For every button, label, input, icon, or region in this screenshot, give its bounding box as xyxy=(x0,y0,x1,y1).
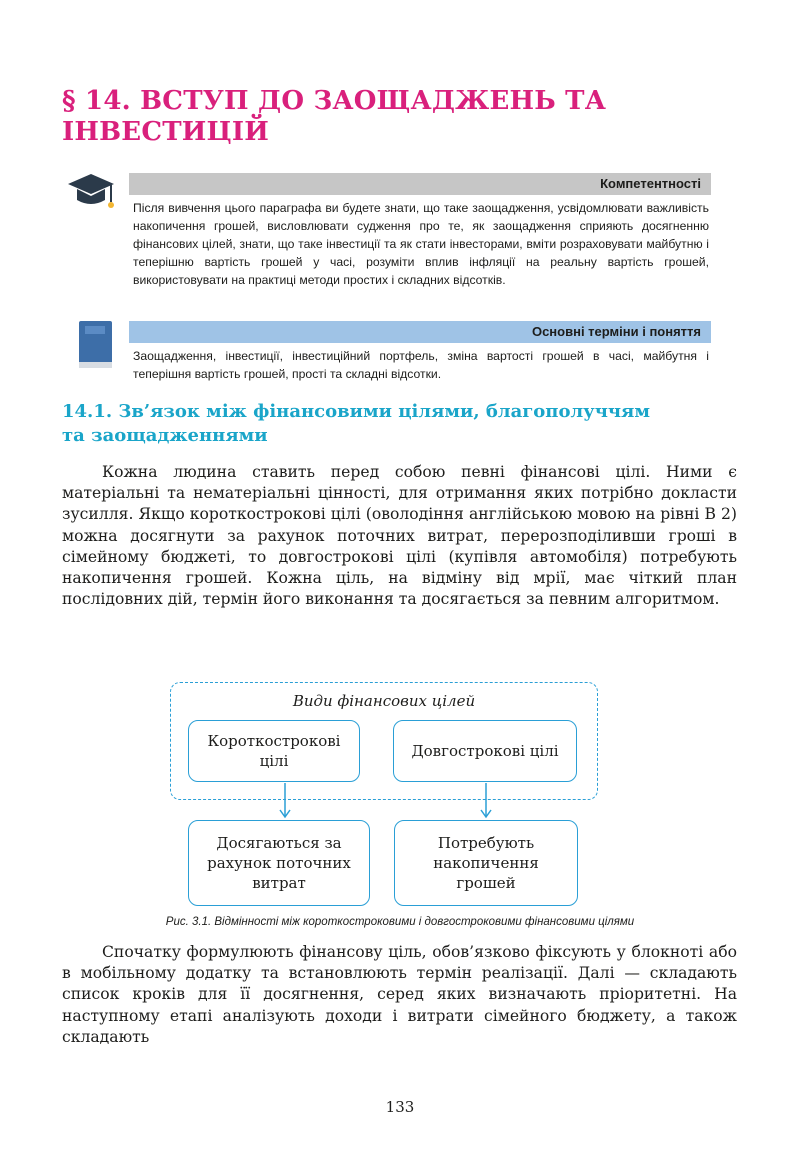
chapter-title xyxy=(62,86,742,148)
page-number: 133 xyxy=(385,1098,415,1116)
paragraph-1: Кожна людина ставить перед собою певні фінансові цілі. Ними є матеріальні та нематеріальні цінності, для отримання яких потрібно докласти зусилля. Якщо короткострокові цілі (оволодіння англійською мовою на рівні В 2) можна досягнути за рахунок поточних витрат, перерозподіливши гроші в сімейному бюджеті, то довгострокові цілі (купівля автомобіля) потребують накопичення грошей. Кожна ціль, на відміну від мрії, має чіткий план послідовних дій, термін його виконання та досягається за певним алгоритмом. xyxy=(62,463,737,609)
section-title xyxy=(62,400,742,448)
section-title-line2: та заощадженнями xyxy=(62,425,268,446)
long-term-goals-box: Довгострокові цілі xyxy=(393,720,577,782)
long-result-line2: накопичення xyxy=(433,854,539,872)
terms-header: Основні терміни і поняття xyxy=(129,321,711,343)
book-icon xyxy=(78,320,114,370)
long-result-line1: Потребують xyxy=(437,834,535,852)
figure-caption: Рис. 3.1. Відмінності між короткостроковими і довгостроковими фінансовими цілями xyxy=(165,916,635,928)
chapter-title-line1: § 14. ВСТУП ДО ЗАОЩАДЖЕНЬ ТА xyxy=(62,86,607,116)
competencies-header: Компетентності xyxy=(129,173,711,195)
short-result-line1: Досягаються за xyxy=(216,834,342,852)
diagram-title: Види фінансових цілей xyxy=(292,692,476,710)
short-result-line3: витрат xyxy=(252,874,306,892)
diagram-arrows xyxy=(170,682,602,822)
terms-text: Заощадження, інвестиції, інвестиційний портфель, зміна вартості грошей в часі, майбутня і теперішня вартість грошей, прості та складні відсотки. xyxy=(133,349,709,381)
long-result-line3: грошей xyxy=(456,874,516,892)
graduation-cap-icon xyxy=(66,168,116,218)
short-result-line2: рахунок поточних xyxy=(207,854,351,872)
long-term-result-box xyxy=(394,820,578,906)
short-term-result-box xyxy=(188,820,370,906)
section-title-line1: 14.1. Зв’язок між фінансовими цілями, благополуччям xyxy=(62,401,650,422)
financial-goals-diagram xyxy=(170,682,602,912)
chapter-title-line2: ІНВЕСТИЦІЙ xyxy=(62,117,269,147)
competencies-text: Після вивчення цього параграфа ви будете знати, що таке заощадження, усвідомлювати важливість накопичення грошей, висловлювати судження про те, як заощадження сприяють досягненню фінансових цілей, знати, що таке інвестиції та як стати інвесторами, вміти розраховувати майбутню і теперішню вартість грошей у часі, розуміти вплив інфляції на реальну вартість грошей, використовувати на практиці методи простих і складних відсотків. xyxy=(133,201,709,287)
short-term-goals-box: Короткострокові цілі xyxy=(188,720,360,782)
paragraph-2: Спочатку формулюють фінансову ціль, обов’язково фіксують у блокноті або в мобільному додатку та встановлюють термін реалізації. Далі — складають список кроків для її досягнення, серед яких визначають пріоритетні. На наступному етапі аналізують доходи і витрати сімейного бюджету, а також складають xyxy=(62,943,737,1046)
